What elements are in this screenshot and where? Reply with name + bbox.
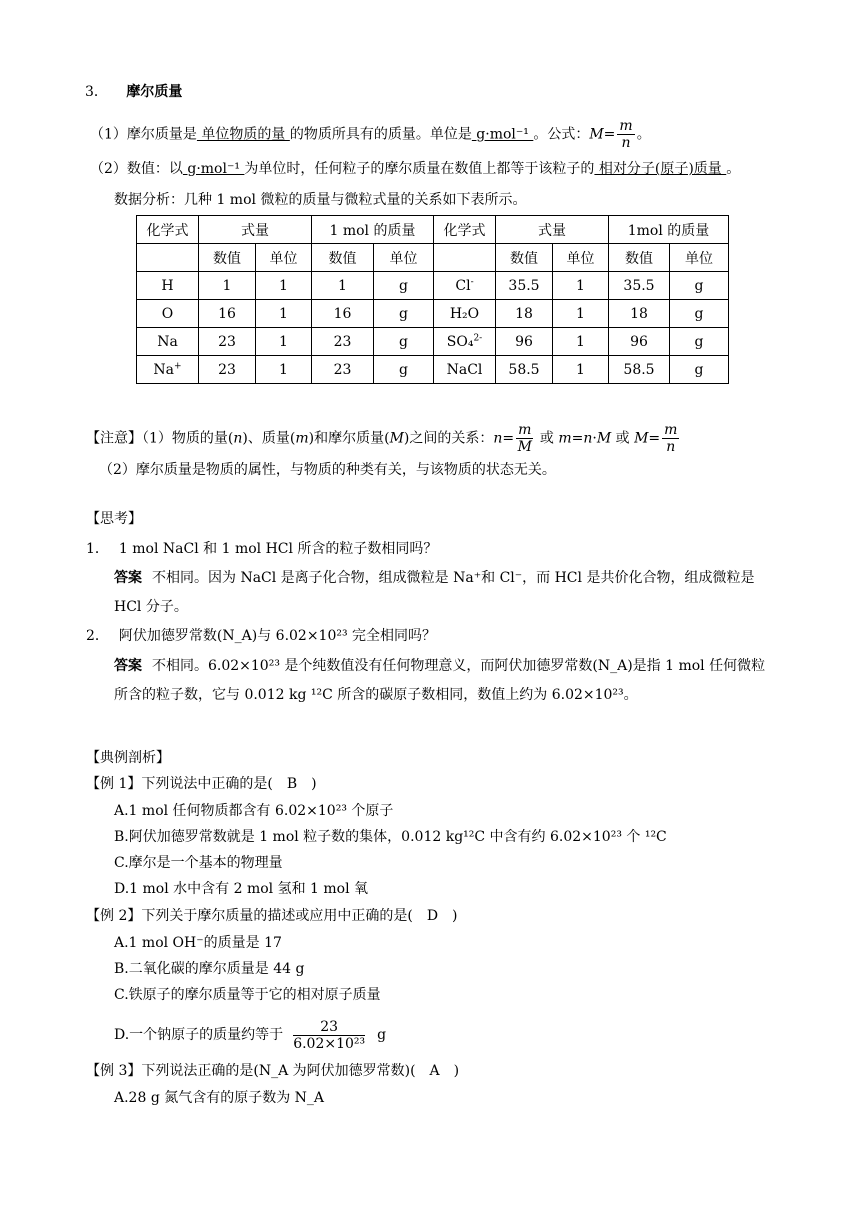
value-paragraph — [90, 159, 740, 179]
table-cell: 1 — [256, 328, 312, 356]
formula: NaCl — [446, 361, 483, 378]
table-header: 式量 — [496, 216, 609, 244]
denominator: 6.02×10²³ — [293, 1035, 366, 1052]
option — [114, 1018, 386, 1052]
answer-2 — [114, 656, 765, 676]
formula-var: n — [583, 430, 593, 447]
table-header: 1 mol 的质量 — [312, 216, 434, 244]
table-cell: 16 — [199, 300, 256, 328]
table-cell: 1 — [553, 300, 609, 328]
table-cell — [137, 356, 199, 384]
formula: H₂O — [449, 305, 480, 322]
table-subheader-row — [137, 244, 729, 272]
answer-label: 答案 — [114, 570, 142, 586]
table-header: 1mol 的质量 — [609, 216, 729, 244]
table-header: 单位 — [553, 244, 609, 272]
answer-text: 不相同。6.02×10²³ 是个纯数值没有任何物理意义，而阿伏加德罗常数(N_A)是指 1 mol 任何微粒 — [152, 658, 766, 674]
question-text: 1 mol NaCl 和 1 mol HCl 所含的粒子数相同吗？ — [118, 541, 438, 557]
table-cell — [434, 328, 496, 356]
table-cell: g — [374, 356, 434, 384]
data-analysis-text: 数据分析：几种 1 mol 微粒的质量与微粒式量的关系如下表所示。 — [114, 192, 527, 208]
table-cell — [137, 300, 199, 328]
option: A.1 mol 任何物质都含有 6.02×10²³ 个原子 — [114, 803, 394, 819]
table-cell: 23 — [312, 328, 374, 356]
formula-var: n — [233, 430, 243, 447]
table-cell — [434, 272, 496, 300]
table-header: 数值 — [609, 244, 670, 272]
text: · — [592, 430, 597, 447]
question-number: 1． — [86, 541, 109, 557]
unit: g — [377, 1027, 387, 1043]
table-cell — [434, 356, 496, 384]
note-line — [86, 422, 681, 455]
table-cell: 18 — [496, 300, 553, 328]
text: 或 — [611, 430, 635, 447]
molar-mass-table — [136, 215, 729, 384]
table-cell: 18 — [609, 300, 670, 328]
text: = — [571, 430, 584, 447]
table-row — [137, 272, 729, 300]
option: C.铁原子的摩尔质量等于它的相对原子质量 — [114, 987, 381, 1003]
blank-answer: g·mol⁻¹ — [471, 126, 534, 143]
answer-1-cont: HCl 分子。 — [114, 599, 188, 615]
table-header: 单位 — [670, 244, 729, 272]
table-cell: g — [670, 272, 729, 300]
table-header: 数值 — [199, 244, 256, 272]
table-cell: 23 — [199, 328, 256, 356]
table-row — [137, 300, 729, 328]
table-cell: 1 — [256, 356, 312, 384]
table-cell: 1 — [553, 272, 609, 300]
answer-label: 答案 — [114, 658, 142, 674]
charge: + — [174, 360, 182, 371]
blank-answer: 单位物质的量 — [196, 126, 290, 143]
fraction — [293, 1019, 365, 1052]
table-cell: 35.5 — [496, 272, 553, 300]
table-cell: g — [374, 328, 434, 356]
text: = — [603, 126, 616, 143]
question-number: 2． — [86, 628, 109, 644]
option: B.二氧化碳的摩尔质量是 44 g — [114, 961, 305, 977]
denominator: n — [666, 439, 676, 455]
text: 。 — [726, 161, 741, 177]
definition-paragraph — [90, 118, 651, 151]
question-1 — [86, 539, 437, 559]
answer-1 — [114, 568, 754, 588]
table-cell: 1 — [312, 272, 374, 300]
table-header: 化学式 — [137, 216, 199, 244]
text: 或 — [535, 430, 559, 447]
table-cell: g — [374, 300, 434, 328]
table-cell — [137, 272, 199, 300]
numerator: m — [518, 422, 532, 438]
formula: Cl — [455, 277, 471, 294]
table-cell: 58.5 — [609, 356, 670, 384]
text: )和摩尔质量( — [308, 430, 390, 447]
numerator: m — [619, 118, 633, 134]
formula: SO₄ — [446, 333, 474, 350]
table-row — [137, 328, 729, 356]
blank-answer: 相对分子(原子)质量 — [594, 161, 727, 177]
table-header-row — [137, 216, 729, 244]
table-header: 数值 — [312, 244, 374, 272]
option: B.阿伏加德罗常数就是 1 mol 粒子数的集体，0.012 kg¹²C 中含有约 6.02×10²³ 个 ¹²C — [114, 829, 667, 845]
formula-var: m — [558, 430, 572, 447]
formula: Na — [157, 333, 178, 350]
option: A.28 g 氮气含有的原子数为 N_A — [114, 1090, 325, 1106]
table-row — [137, 356, 729, 384]
table-cell: 1 — [256, 272, 312, 300]
formula: O — [161, 305, 174, 322]
fraction — [516, 422, 533, 455]
option: A.1 mol OH⁻的质量是 17 — [114, 935, 282, 951]
question-text: 阿伏加德罗常数(N_A)与 6.02×10²³ 完全相同吗？ — [118, 628, 437, 644]
text: 【注意】（1）物质的量( — [86, 430, 234, 447]
table-header: 数值 — [496, 244, 553, 272]
blank-answer: g·mol⁻¹ — [182, 161, 245, 177]
denominator: M — [517, 439, 532, 455]
table-cell — [137, 244, 199, 272]
example-2: 【例 2】下列关于摩尔质量的描述或应用中正确的是( D ) — [86, 908, 458, 924]
text: = — [502, 430, 515, 447]
example-1: 【例 1】下列说法中正确的是( B ) — [86, 776, 317, 792]
think-heading: 【思考】 — [86, 511, 142, 527]
option: C.摩尔是一个基本的物理量 — [114, 855, 283, 871]
text: 为单位时，任何粒子的摩尔质量在数值上都等于该粒子的 — [244, 161, 595, 177]
examples-heading: 【典例剖析】 — [86, 750, 170, 766]
table-cell: 1 — [553, 328, 609, 356]
answer-2-cont: 所含的粒子数，它与 0.012 kg ¹²C 所含的碳原子数相同，数值上约为 6.02×10²³。 — [114, 687, 638, 703]
numerator: m — [664, 422, 678, 438]
text: 的物质所具有的质量。单位是 — [289, 126, 472, 143]
text: （1）摩尔质量是 — [90, 126, 197, 143]
table-cell: 96 — [609, 328, 670, 356]
formula-var: M — [596, 430, 612, 447]
formula: Na — [153, 361, 175, 378]
table-cell — [137, 328, 199, 356]
formula: H — [161, 277, 174, 294]
table-cell: g — [670, 328, 729, 356]
formula-var: n — [493, 430, 503, 447]
fraction — [617, 118, 634, 151]
table-cell: 23 — [312, 356, 374, 384]
text: )、质量( — [242, 430, 296, 447]
text: = — [648, 430, 661, 447]
section-heading — [85, 82, 182, 102]
text: 。公式： — [533, 126, 590, 143]
numerator: 23 — [293, 1019, 365, 1036]
answer-text: 不相同。因为 NaCl 是离子化合物，组成微粒是 Na⁺和 Cl⁻，而 HCl 是共价化合物，组成微粒是 — [152, 570, 755, 586]
table-cell: 58.5 — [496, 356, 553, 384]
table-cell — [434, 300, 496, 328]
section-number: 3． — [85, 84, 108, 100]
table-header: 单位 — [374, 244, 434, 272]
table-cell — [434, 244, 496, 272]
formula-var: M — [634, 430, 649, 447]
formula-var: m — [295, 430, 309, 447]
table-header: 式量 — [199, 216, 312, 244]
charge: 2- — [473, 332, 483, 343]
table-cell: g — [670, 356, 729, 384]
option: D.1 mol 水中含有 2 mol 氢和 1 mol 氧 — [114, 881, 369, 897]
text: )之间的关系： — [403, 430, 494, 447]
formula-var: M — [389, 430, 404, 447]
table-cell: 96 — [496, 328, 553, 356]
table-cell: 35.5 — [609, 272, 670, 300]
table-cell: g — [374, 272, 434, 300]
table-cell: 1 — [256, 300, 312, 328]
table-cell: 1 — [199, 272, 256, 300]
section-title: 摩尔质量 — [126, 84, 183, 100]
table-cell: 23 — [199, 356, 256, 384]
table-cell: 1 — [553, 356, 609, 384]
formula-var: M — [589, 126, 604, 143]
option-text: D.一个钠原子的质量约等于 — [114, 1027, 284, 1043]
question-2 — [86, 626, 436, 646]
table-header: 化学式 — [434, 216, 496, 244]
charge: - — [470, 276, 474, 287]
text: （2）数值：以 — [90, 161, 183, 177]
note-line-2: （2）摩尔质量是物质的属性，与物质的种类有关，与该物质的状态无关。 — [99, 462, 556, 478]
denominator: n — [621, 135, 631, 151]
example-3: 【例 3】下列说法正确的是(N_A 为阿伏加德罗常数)( A ) — [86, 1063, 460, 1079]
fraction — [662, 422, 679, 455]
table-cell: 16 — [312, 300, 374, 328]
table-header: 单位 — [256, 244, 312, 272]
text: 。 — [636, 126, 651, 143]
table-cell: g — [670, 300, 729, 328]
